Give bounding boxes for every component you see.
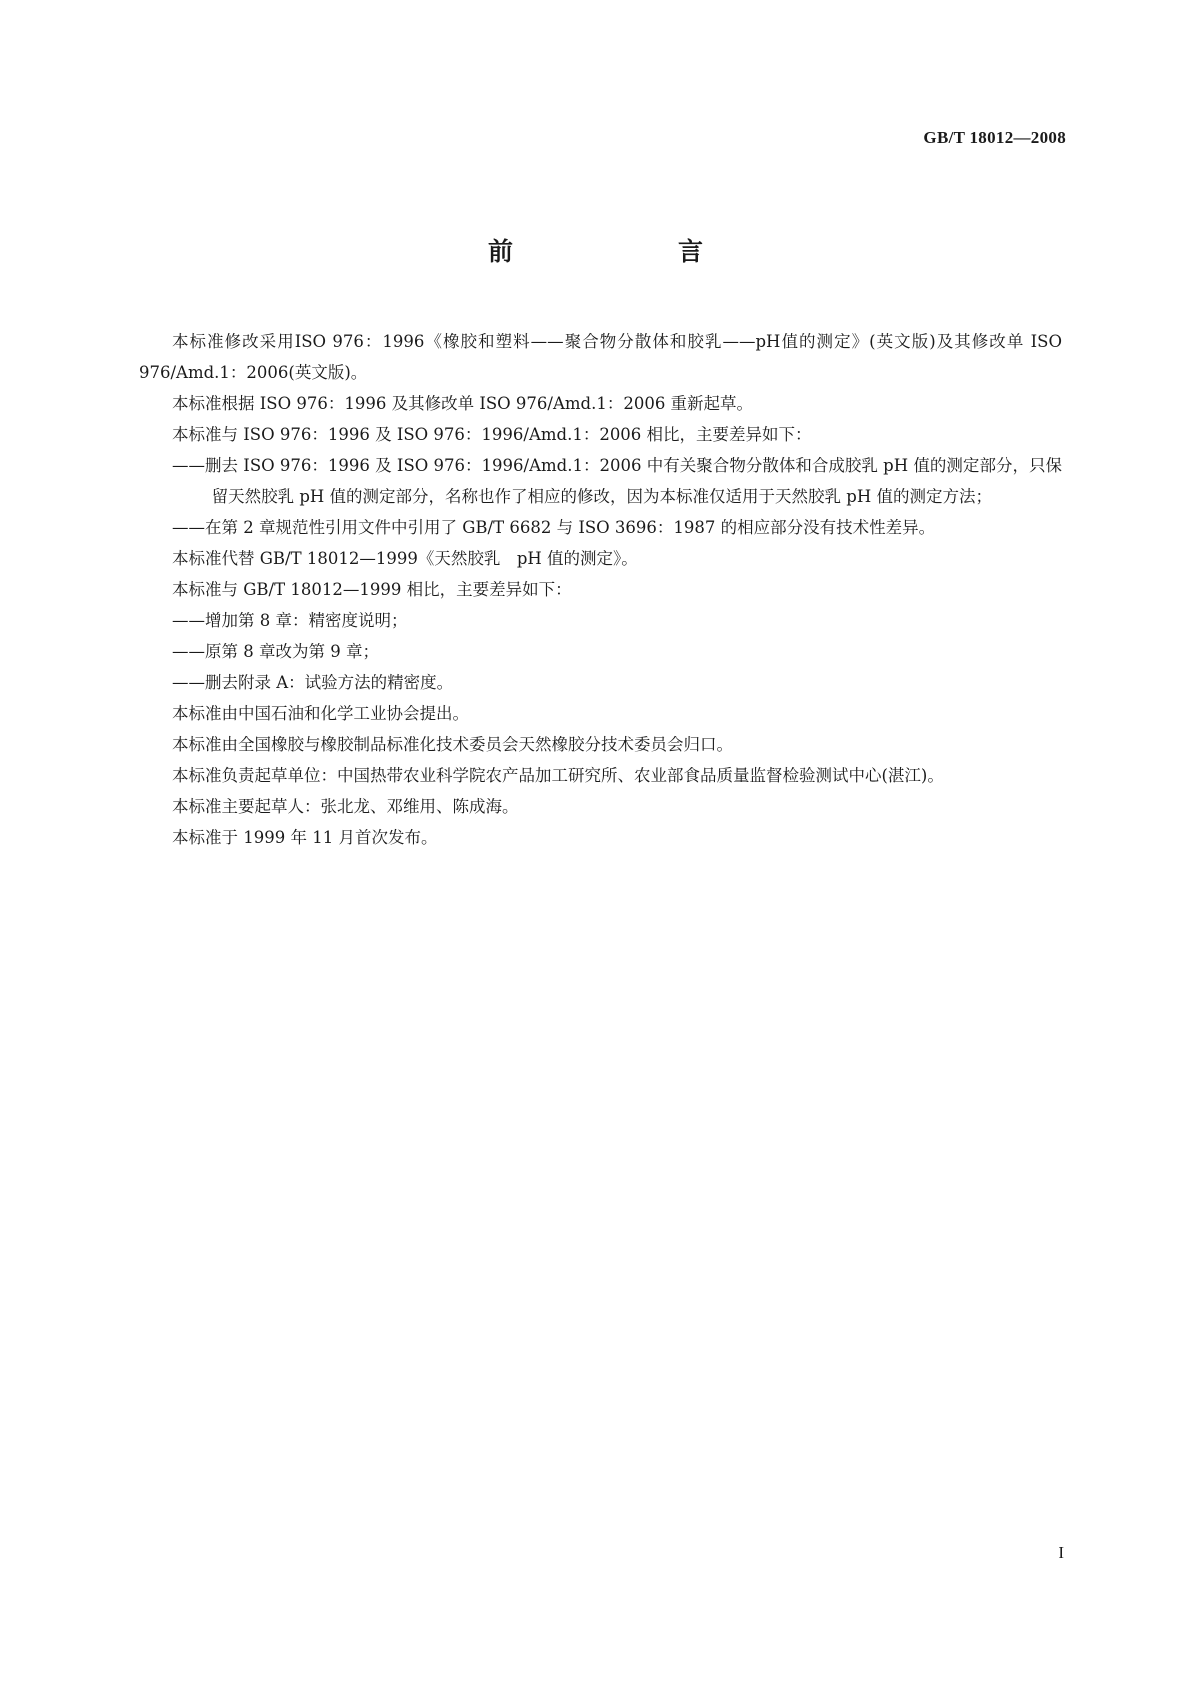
page-number: I [1058,1543,1064,1562]
standard-code: GB/T 18012—2008 [923,128,1066,147]
list-item-renumbered-chapter: ——原第 8 章改为第 9 章； [172,642,379,661]
list-item-removed-annex: ——删去附录 A：试验方法的精密度。 [172,673,454,692]
paragraph-drafting-units: 本标准负责起草单位：中国热带农业科学院农产品加工研究所、农业部食品质量监督检验测试中心(湛江)。 [172,766,944,785]
foreword-body [139,326,1062,853]
list-item-normative-references: ——在第 2 章规范性引用文件中引用了 GB/T 6682 与 ISO 3696：1987 的相应部分没有技术性差异。 [172,518,936,537]
paragraph-drafters: 本标准主要起草人：张北龙、邓维用、陈成海。 [172,797,519,816]
paragraph-replaces: 本标准代替 GB/T 18012—1999《天然胶乳 pH 值的测定》。 [172,549,638,568]
list-item-removed-parts: ——删去 ISO 976：1996 及 ISO 976：1996/Amd.1：2006 中有关聚合物分散体和合成胶乳 pH 值的测定部分，只保留天然胶乳 pH 值的测定部分，名称也作了相应的修改，因为本标准仅适用于天然胶乳 pH 值的测定方法； [172,456,1062,506]
list-item-added-chapter: ——增加第 8 章：精密度说明； [172,611,408,630]
paragraph-proposed-by: 本标准由中国石油和化学工业协会提出。 [172,704,469,723]
paragraph-differences-iso: 本标准与 ISO 976：1996 及 ISO 976：1996/Amd.1：2006 相比，主要差异如下： [172,425,812,444]
paragraph-under-jurisdiction: 本标准由全国橡胶与橡胶制品标准化技术委员会天然橡胶分技术委员会归口。 [172,735,733,754]
paragraph-differences-previous: 本标准与 GB/T 18012—1999 相比，主要差异如下： [172,580,572,599]
paragraph-adoption: 本标准修改采用ISO 976：1996《橡胶和塑料——聚合物分散体和胶乳——pH值的测定》(英文版)及其修改单 ISO 976/Amd.1：2006(英文版)。 [139,332,1062,382]
page-title: 前 言 [487,237,773,266]
paragraph-redrafting: 本标准根据 ISO 976：1996 及其修改单 ISO 976/Amd.1：2006 重新起草。 [172,394,754,413]
paragraph-first-issued: 本标准于 1999 年 11 月首次发布。 [172,828,438,847]
